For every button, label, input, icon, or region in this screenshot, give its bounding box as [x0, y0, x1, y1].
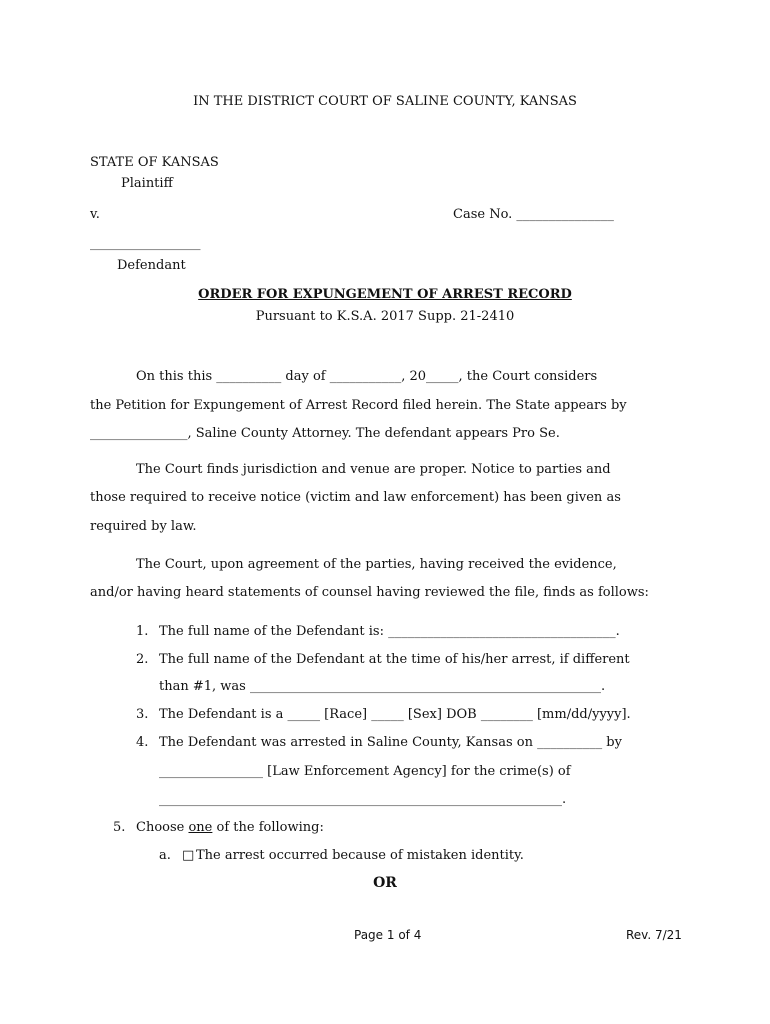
- finding-arrest-details-cont: ________________ [Law Enforcement Agency] for the crime(s) of: [159, 764, 571, 779]
- list-number: 5.: [113, 820, 126, 835]
- or-separator: OR: [373, 875, 397, 891]
- choose-one-instruction: [136, 820, 324, 835]
- paragraph-line: The Court, upon agreement of the parties, having received the evidence,: [136, 557, 617, 572]
- list-number: 3.: [136, 707, 149, 722]
- option-a-checkbox[interactable]: □: [182, 848, 195, 863]
- instruction-text: of the following:: [212, 820, 324, 835]
- finding-full-name: The full name of the Defendant is: ___________________________________.: [159, 624, 620, 639]
- option-letter: a.: [159, 848, 171, 863]
- defendant-name-line: _________________: [90, 236, 201, 251]
- paragraph-line: required by law.: [90, 519, 197, 534]
- plaintiff-name: STATE OF KANSAS: [90, 155, 219, 170]
- paragraph-line: The Court finds jurisdiction and venue are proper. Notice to parties and: [136, 462, 611, 477]
- finding-demographics: The Defendant is a _____ [Race] _____ [Sex] DOB ________ [mm/dd/yyyy].: [159, 707, 631, 722]
- finding-arrest-name: The full name of the Defendant at the time of his/her arrest, if different: [159, 652, 630, 667]
- list-number: 2.: [136, 652, 149, 667]
- defendant-label: Defendant: [117, 258, 186, 273]
- finding-arrest-details-cont: ______________________________________________________________.: [159, 792, 567, 807]
- instruction-emphasis: one: [188, 820, 213, 835]
- page-number: Page 1 of 4: [354, 928, 422, 942]
- order-subtitle: Pursuant to K.S.A. 2017 Supp. 21-2410: [255, 309, 515, 324]
- instruction-text: Choose: [136, 820, 189, 835]
- versus: v.: [90, 207, 100, 222]
- plaintiff-label: Plaintiff: [121, 176, 173, 191]
- finding-arrest-name-cont: than #1, was ______________________________________________________.: [159, 679, 606, 694]
- paragraph-line: the Petition for Expungement of Arrest Record filed herein. The State appears by: [90, 398, 627, 413]
- paragraph-line: On this this __________ day of ___________, 20_____, the Court considers: [136, 369, 598, 384]
- court-heading: IN THE DISTRICT COURT OF SALINE COUNTY, KANSAS: [193, 94, 577, 109]
- paragraph-line: and/or having heard statements of counsel having reviewed the file, finds as follows:: [90, 585, 649, 600]
- option-a-text: The arrest occurred because of mistaken identity.: [196, 848, 524, 863]
- order-title: ORDER FOR EXPUNGEMENT OF ARREST RECORD: [198, 287, 572, 302]
- finding-arrest-details: The Defendant was arrested in Saline County, Kansas on __________ by: [159, 735, 622, 750]
- list-number: 4.: [136, 735, 149, 750]
- revision-date: Rev. 7/21: [626, 928, 682, 942]
- paragraph-line: _______________, Saline County Attorney. The defendant appears Pro Se.: [90, 426, 560, 441]
- list-number: 1.: [136, 624, 149, 639]
- paragraph-line: those required to receive notice (victim and law enforcement) has been given as: [90, 490, 621, 505]
- case-number: Case No. _______________: [453, 207, 614, 222]
